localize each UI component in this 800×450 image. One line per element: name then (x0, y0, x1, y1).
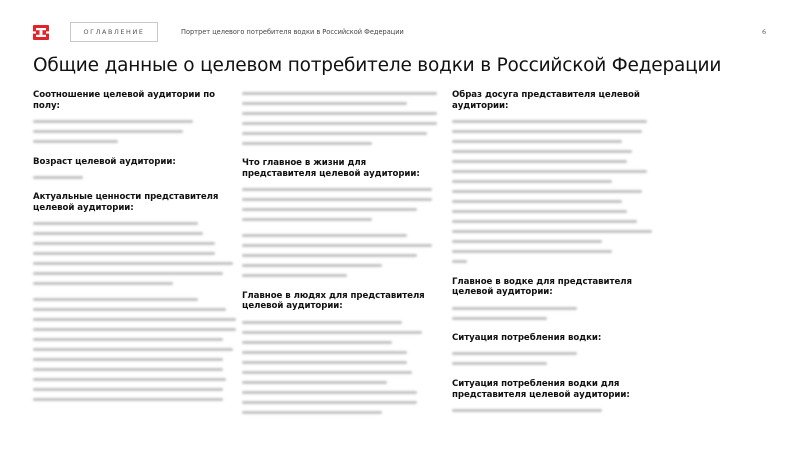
column-3 (452, 90, 652, 426)
redacted-text-line (242, 244, 432, 247)
redacted-text-line (452, 409, 602, 412)
redacted-text-line (242, 225, 442, 231)
redacted-text-line (33, 242, 215, 245)
redacted-text-line (242, 218, 372, 221)
redacted-text-line (452, 352, 577, 355)
redacted-text-line (452, 220, 637, 223)
redacted-text-line (242, 234, 407, 237)
redacted-text-line (452, 180, 612, 183)
redacted-text-line (33, 378, 226, 381)
redacted-text-line (242, 92, 437, 95)
redacted-text-line (242, 208, 417, 211)
redacted-text-line (452, 260, 467, 263)
redacted-text-line (242, 254, 417, 257)
redacted-text-line (33, 388, 223, 391)
redacted-text-line (242, 112, 437, 115)
section-heading: Главное в водке для представителя целевой аудитории: (452, 276, 632, 298)
redacted-text-line (33, 298, 198, 301)
redacted-text-line (33, 338, 223, 341)
redacted-text-line (242, 401, 417, 404)
redacted-text-line (33, 120, 193, 123)
redacted-text-block (452, 406, 652, 416)
redacted-text-block (242, 317, 442, 417)
info-section (33, 192, 233, 405)
redacted-text-line (242, 381, 387, 384)
redacted-text-block (33, 172, 233, 182)
redacted-text-line (33, 308, 226, 311)
redacted-text-line (33, 252, 215, 255)
redacted-text-line (33, 358, 223, 361)
section-heading: Актуальные ценности представителя целевой аудитории: (33, 192, 219, 214)
redacted-text-line (242, 361, 407, 364)
info-section (33, 90, 233, 147)
info-section (452, 277, 652, 324)
redacted-text-block (33, 219, 233, 405)
table-of-contents-button[interactable]: ОГЛАВЛЕНИЕ (70, 22, 158, 42)
redacted-text-line (33, 318, 236, 321)
section-heading: Соотношение целевой аудитории по полу: (33, 90, 216, 111)
redacted-text-block (452, 303, 652, 323)
page-number: 6 (762, 28, 767, 36)
redacted-text-line (452, 230, 652, 233)
redacted-text-line (242, 122, 437, 125)
redacted-text-line (242, 274, 347, 277)
redacted-text-line (242, 188, 432, 191)
redacted-text-line (452, 160, 627, 163)
info-section (452, 90, 652, 267)
redacted-text-line (452, 240, 602, 243)
redacted-text-line (33, 222, 198, 225)
redacted-text-line (33, 398, 223, 401)
redacted-text-line (452, 200, 622, 203)
redacted-text-line (242, 331, 422, 334)
redacted-text-line (452, 317, 547, 320)
redacted-text-line (33, 176, 83, 179)
info-section (242, 88, 442, 148)
info-section (452, 379, 652, 416)
redacted-text-block (33, 117, 233, 147)
redacted-text-line (452, 120, 647, 123)
brand-logo-icon (33, 25, 49, 40)
redacted-text-line (242, 391, 417, 394)
redacted-text-line (33, 348, 233, 351)
section-heading: Ситуация потребления водки для представителя целевой аудитории: (452, 378, 630, 400)
section-heading: Возраст целевой аудитории: (33, 156, 176, 167)
redacted-text-line (242, 341, 392, 344)
redacted-text-line (242, 411, 382, 414)
column-2 (242, 88, 442, 427)
redacted-text-block (452, 117, 652, 267)
redacted-text-line (452, 170, 647, 173)
redacted-text-line (33, 140, 118, 143)
redacted-text-line (452, 210, 627, 213)
redacted-text-line (33, 282, 173, 285)
redacted-text-line (452, 130, 642, 133)
column-1 (33, 90, 233, 415)
redacted-text-line (242, 321, 402, 324)
redacted-text-line (242, 351, 407, 354)
redacted-text-line (452, 250, 612, 253)
redacted-text-line (33, 272, 223, 275)
redacted-text-line (33, 130, 183, 133)
redacted-text-line (452, 362, 547, 365)
section-heading: Что главное в жизни для представителя целевой аудитории: (242, 158, 420, 179)
redacted-text-line (242, 264, 382, 267)
redacted-text-block (242, 185, 442, 281)
redacted-text-line (452, 190, 642, 193)
redacted-text-line (242, 198, 432, 201)
info-section (452, 333, 652, 369)
redacted-text-block (242, 88, 442, 148)
section-heading: Главное в людях для представителя целевой аудитории: (242, 290, 425, 312)
redacted-text-line (242, 132, 427, 135)
redacted-text-line (33, 328, 236, 331)
redacted-text-line (33, 368, 223, 371)
redacted-text-line (242, 102, 407, 105)
redacted-text-line (33, 289, 233, 295)
redacted-text-line (242, 142, 372, 145)
redacted-text-line (452, 307, 577, 310)
document-title: Портрет целевого потребителя водки в Российской Федерации (181, 28, 404, 36)
redacted-text-line (33, 262, 233, 265)
section-heading: Образ досуга представителя целевой аудитории: (452, 90, 640, 111)
page-title: Общие данные о целевом потребителе водки в Российской Федерации (33, 55, 722, 76)
info-section (33, 157, 233, 183)
redacted-text-line (242, 371, 412, 374)
info-section (242, 158, 442, 281)
redacted-text-block (452, 349, 652, 369)
section-heading: Ситуация потребления водки: (452, 333, 602, 344)
redacted-text-line (452, 140, 622, 143)
redacted-text-line (452, 150, 632, 153)
info-section (242, 291, 442, 418)
redacted-text-line (33, 232, 203, 235)
